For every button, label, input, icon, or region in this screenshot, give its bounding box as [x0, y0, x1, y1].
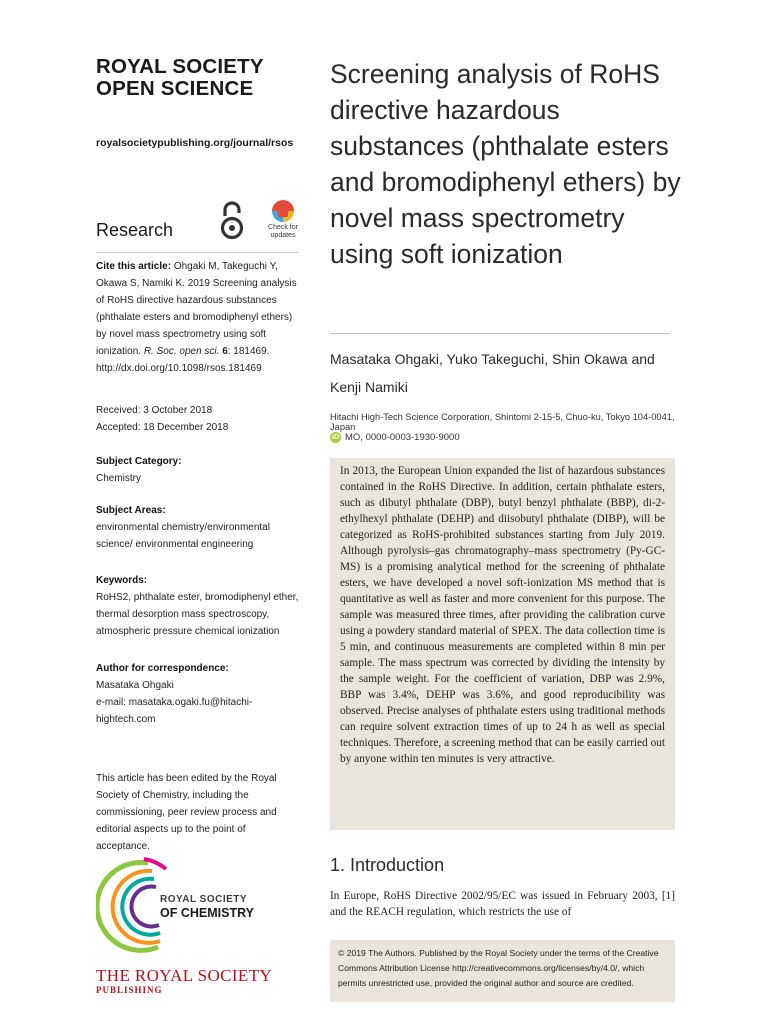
title-divider — [330, 333, 670, 334]
editorial-note: This article has been edited by the Royal Society of Chemistry, including the commissioning, peer review process and editorial aspects up to the point of acceptance. — [96, 773, 277, 852]
license-text: © 2019 The Authors. Published by the Royal Society under the terms of the Creative Commons Attribution License http://creativecommons.org/licenses/by/4.0/, which permits unrestricted use, provided the original author and source are credited. — [338, 948, 659, 988]
subject-category-heading: Subject Category: — [96, 456, 182, 467]
citation-block — [96, 258, 302, 377]
keywords-heading: Keywords: — [96, 575, 148, 586]
keywords-value: RoHS2, phthalate ester, bromodiphenyl ether, thermal desorption mass spectroscopy, atmospheric pressure chemical ionization — [96, 592, 299, 637]
journal-title: ROYAL SOCIETY OPEN SCIENCE — [96, 55, 264, 100]
orcid-line[interactable] — [330, 432, 460, 443]
left-divider — [96, 252, 298, 253]
dates-block — [96, 402, 302, 436]
journal-url[interactable]: royalsocietypublishing.org/journal/rsos — [96, 137, 294, 149]
correspondence-name: Masataka Ohgaki — [96, 680, 174, 691]
check-for-updates-label: Check for updates — [268, 224, 298, 239]
cite-article-no: : 181469. — [227, 346, 270, 357]
rsc-logo-icon — [96, 855, 301, 955]
correspondence-block — [96, 660, 302, 728]
subject-areas-heading: Subject Areas: — [96, 505, 166, 516]
paper-title: Screening analysis of RoHS directive hazardous substances (phthalate esters and bromodiphenyl ethers) by novel mass spectrometry using soft ionization — [330, 59, 681, 269]
cite-journal: R. Soc. open sci. — [143, 346, 220, 357]
cite-label: Cite this article: — [96, 261, 172, 272]
rsc-logo-line1: ROYAL SOCIETY — [160, 894, 248, 905]
orcid-icon: iD — [332, 434, 339, 441]
subject-areas-value: environmental chemistry/environmental science/ environmental engineering — [96, 522, 270, 550]
bookmark-icon — [272, 200, 294, 222]
check-for-updates-badge[interactable] — [263, 200, 303, 239]
author-list: Masataka Ohgaki, Yuko Takeguchi, Shin Okawa and Kenji Namiki — [330, 351, 655, 395]
cite-text: Ohgaki M, Takeguchi Y, Okawa S, Namiki K. 2019 Screening analysis of RoHS directive hazardous substances (phthalate esters and bromodiphenyl ethers) by novel mass spectrometry using soft ionization. — [96, 261, 297, 357]
received-date: Received: 3 October 2018 — [96, 405, 213, 416]
section-heading-introduction: 1. Introduction — [330, 855, 445, 875]
subject-areas-block — [96, 502, 302, 553]
subject-category-block — [96, 453, 302, 487]
subject-category-value: Chemistry — [96, 473, 142, 484]
introduction-text: In Europe, RoHS Directive 2002/95/EC was issued in February 2003, [1] and the REACH regulation, which restricts the use of — [330, 890, 675, 918]
affiliation: Hitachi High-Tech Science Corporation, Shintomi 2-15-5, Chuo-ku, Tokyo 104-0041, Japan — [330, 412, 675, 432]
rsc-logo-line2: OF CHEMISTRY — [160, 906, 254, 920]
cite-volume: 6 — [222, 346, 228, 357]
open-access-icon — [219, 200, 245, 242]
accepted-date: Accepted: 18 December 2018 — [96, 422, 229, 433]
cite-doi[interactable]: http://dx.doi.org/10.1098/rsos.181469 — [96, 363, 262, 374]
correspondence-email[interactable]: e-mail: masataka.ogaki.fu@hitachi-hightech.com — [96, 697, 253, 725]
orcid-id[interactable]: MO, 0000-0003-1930-9000 — [345, 432, 460, 443]
abstract-text: In 2013, the European Union expanded the list of hazardous substances contained in the RoHS Directive. In addition, certain phthalate esters, such as dibutyl phthalate (DBP), butyl benzyl phthalate (BBP), di-2-ethylhexyl phthalate (DEHP) and diisobutyl phthalate (DIBP), will be categorized as RoHS-prohibited substances starting from July 2019. Although pyrolysis–gas chromatography–mass spectrometry (Py-GC-MS) is a promising analytical method for the screening of phthalate esters, we have developed a novel soft-ionization MS method that is quantitative as well as faster and more convenient for this purpose. The sample was measured three times, after providing the calibration curve using a powdery standard material of SPEX. The data collection time is 5 min, and continuous measurements are completed within 8 min per sample. The mass spectrum was corrected by dividing the intensity by the sample weight. For the coefficient of variation, DBP was 2.9%, BBP was 3.4%, DEHP was 3.6%, and good reproducibility was observed. Precise analyses of phthalate esters using traditional methods can require solvent extraction times of up to 24 h as well as special techniques. Therefore, a screening method that can be easily carried out by anyone within ten minutes is very attractive. — [340, 465, 665, 765]
keywords-block — [96, 572, 302, 640]
correspondence-heading: Author for correspondence: — [96, 663, 229, 674]
publisher-name: THE ROYAL SOCIETY — [96, 966, 273, 985]
article-type-label: Research — [96, 220, 174, 240]
publisher-sub: PUBLISHING — [96, 985, 163, 995]
